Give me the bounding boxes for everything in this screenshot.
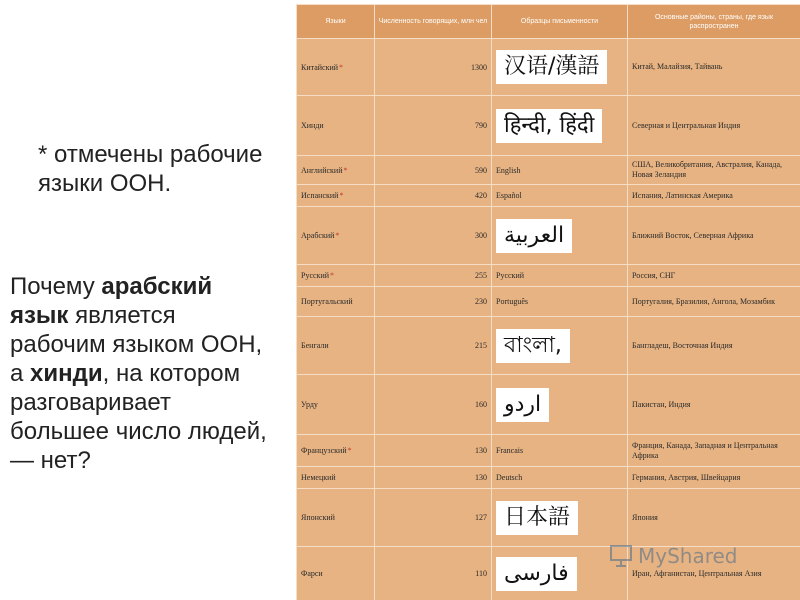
cell-script-sample	[492, 207, 628, 265]
cell-language	[297, 96, 375, 156]
un-working-language-mark: *	[335, 231, 340, 240]
table-row	[297, 185, 800, 207]
script-sample-image: العربية	[496, 219, 572, 253]
watermark	[608, 540, 768, 572]
cell-speakers: 110	[375, 547, 492, 600]
language-name: Арабский	[301, 231, 335, 240]
question-part-3: , на котором разговаривает большее число людей, — нет?	[10, 360, 267, 474]
cell-regions: Китай, Малайзия, Тайвань	[628, 39, 800, 96]
question-bold-hindi: хинди	[30, 360, 103, 387]
cell-speakers: 230	[375, 287, 492, 317]
languages-table	[296, 4, 800, 600]
cell-speakers: 215	[375, 317, 492, 375]
cell-language	[297, 39, 375, 96]
language-name: Испанский	[301, 191, 339, 200]
cell-script-sample	[492, 489, 628, 547]
cell-speakers: 130	[375, 467, 492, 489]
table-row	[297, 489, 800, 547]
script-sample-text: Deutsch	[496, 473, 523, 482]
script-sample-text: English	[496, 165, 521, 175]
cell-script-sample	[492, 435, 628, 467]
un-working-language-mark: *	[330, 271, 334, 280]
cell-regions: Пакистан, Индия	[628, 375, 800, 435]
cell-language	[297, 489, 375, 547]
cell-regions: Бангладеш, Восточная Индия	[628, 317, 800, 375]
cell-regions: Япония	[628, 489, 800, 547]
language-name: Хинди	[301, 121, 324, 130]
header-script-samples: Образцы письменности	[492, 5, 628, 39]
cell-speakers: 590	[375, 156, 492, 185]
language-name: Русский	[301, 271, 329, 280]
table-row	[297, 96, 800, 156]
script-sample-image: اردو	[496, 388, 549, 422]
cell-language	[297, 547, 375, 600]
script-sample-image: हिन्दी, हिंदी	[496, 109, 602, 143]
language-name: Английский	[301, 165, 343, 175]
question-part-1: Почему	[10, 273, 102, 300]
language-name: Португальский	[301, 297, 353, 306]
cell-language	[297, 435, 375, 467]
cell-regions: Германия, Австрия, Швейцария	[628, 467, 800, 489]
cell-speakers: 255	[375, 265, 492, 287]
cell-language	[297, 467, 375, 489]
script-sample-text: Español	[496, 191, 522, 200]
table-body	[297, 39, 800, 600]
language-name: Немецкий	[301, 473, 336, 482]
cell-language	[297, 287, 375, 317]
cell-regions: Ближний Восток, Северная Африка	[628, 207, 800, 265]
header-regions: Основные районы, страны, где язык распространен	[628, 5, 800, 39]
cell-speakers: 1300	[375, 39, 492, 96]
table-row	[297, 207, 800, 265]
cell-script-sample	[492, 265, 628, 287]
script-sample-image: 汉语/漢語	[496, 50, 607, 84]
question-bold-arabic: арабский язык	[10, 273, 213, 329]
presentation-icon	[608, 543, 634, 569]
cell-language	[297, 185, 375, 207]
cell-script-sample	[492, 287, 628, 317]
script-sample-image: 日本語	[496, 501, 578, 535]
un-working-language-mark: *	[343, 165, 348, 175]
cell-language	[297, 207, 375, 265]
cell-script-sample	[492, 156, 628, 185]
cell-script-sample	[492, 467, 628, 489]
language-name: Фарси	[301, 569, 323, 578]
languages-table-panel	[296, 4, 800, 600]
language-name: Китайский	[301, 62, 339, 72]
cell-speakers: 790	[375, 96, 492, 156]
table-row	[297, 317, 800, 375]
un-working-language-mark: *	[339, 62, 344, 72]
table-row	[297, 375, 800, 435]
table-row	[297, 287, 800, 317]
language-name: Урду	[301, 400, 318, 409]
cell-regions: Россия, СНГ	[628, 265, 800, 287]
cell-speakers: 420	[375, 185, 492, 207]
cell-script-sample	[492, 317, 628, 375]
cell-speakers: 127	[375, 489, 492, 547]
table-row	[297, 39, 800, 96]
language-name: Бенгали	[301, 341, 329, 350]
script-sample-image: বাংলা,	[496, 329, 570, 363]
table-row	[297, 265, 800, 287]
cell-regions: США, Великобритания, Австралия, Канада, Новая Зеландия	[628, 156, 800, 185]
header-speakers: Численность говорящих, млн чел	[375, 5, 492, 39]
cell-language	[297, 265, 375, 287]
cell-language	[297, 317, 375, 375]
table-row	[297, 156, 800, 185]
cell-script-sample	[492, 185, 628, 207]
footnote-text: * отмечены рабочие языки ООН.	[38, 141, 263, 197]
cell-regions: Португалия, Бразилия, Ангола, Мозамбик	[628, 287, 800, 317]
table-row	[297, 467, 800, 489]
cell-language	[297, 156, 375, 185]
script-sample-image: فارسی	[496, 557, 577, 591]
cell-script-sample	[492, 375, 628, 435]
watermark-text: MyShared	[638, 544, 738, 568]
cell-regions: Франция, Канада, Западная и Центральная Африка	[628, 435, 800, 467]
cell-speakers: 130	[375, 435, 492, 467]
cell-regions: Испания, Латинская Америка	[628, 185, 800, 207]
script-sample-text: Português	[496, 297, 528, 306]
table-header-row	[297, 5, 800, 39]
language-name: Японский	[301, 513, 335, 522]
cell-language	[297, 375, 375, 435]
cell-script-sample	[492, 96, 628, 156]
script-sample-text: Русский	[496, 271, 524, 280]
cell-regions: Иран, Афганистан, Центральная Азия	[628, 547, 800, 600]
cell-regions: Северная и Центральная Индия	[628, 96, 800, 156]
header-languages: Языки	[297, 5, 375, 39]
question-text	[10, 272, 272, 475]
language-name: Французский	[301, 446, 347, 455]
cell-script-sample	[492, 39, 628, 96]
script-sample-text: Francais	[496, 446, 524, 455]
un-working-language-mark: *	[347, 446, 352, 455]
cell-speakers: 160	[375, 375, 492, 435]
question-part-2: является рабочим языком ООН, а	[10, 302, 263, 387]
table-row	[297, 435, 800, 467]
cell-speakers: 300	[375, 207, 492, 265]
un-working-language-mark: *	[339, 191, 344, 200]
